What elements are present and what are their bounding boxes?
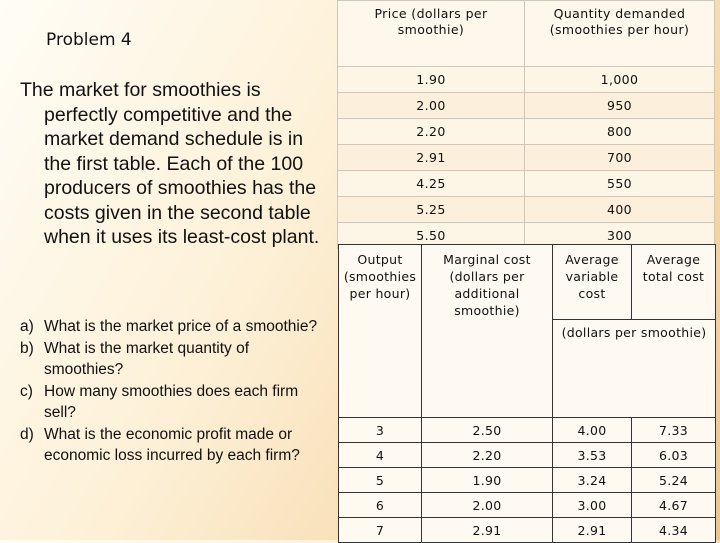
avc-cell: 3.53: [553, 443, 632, 468]
price-cell: 2.91: [338, 145, 525, 171]
table-row: [338, 67, 715, 93]
price-cell: 2.00: [338, 93, 525, 119]
question-label: d): [20, 425, 34, 443]
table-row: [339, 468, 716, 493]
table-row: [338, 93, 715, 119]
quantity-cell: 400: [525, 197, 715, 223]
intro-first-line: The market for smoothies is: [20, 79, 261, 101]
atc-cell: 4.34: [632, 518, 716, 543]
mc-cell: 2.91: [422, 518, 553, 543]
demand-table: [337, 0, 715, 249]
atc-cell: 4.67: [632, 493, 716, 518]
table-row: [338, 197, 715, 223]
avc-cell: 3.24: [553, 468, 632, 493]
question-label: c): [20, 382, 33, 400]
atc-cell: 5.24: [632, 468, 716, 493]
cost-header-atc: Average total cost: [632, 245, 716, 320]
atc-cell: 7.33: [632, 418, 716, 443]
price-cell: 2.20: [338, 119, 525, 145]
cost-unit-label: (dollars per smoothie): [553, 320, 716, 418]
question-label: b): [20, 339, 34, 357]
output-cell: 6: [339, 493, 422, 518]
quantity-cell: 700: [525, 145, 715, 171]
question-label: a): [20, 318, 34, 335]
question-item: [20, 381, 320, 424]
intro-paragraph: [20, 78, 325, 250]
table-row: [339, 493, 716, 518]
table-row: [338, 171, 715, 197]
mc-cell: 2.20: [422, 443, 553, 468]
price-cell: 5.25: [338, 197, 525, 223]
table-row: [338, 145, 715, 171]
question-list: [20, 316, 320, 467]
cost-header-avc: Average variable cost: [553, 245, 632, 320]
output-cell: 4: [339, 443, 422, 468]
quantity-cell: 1,000: [525, 67, 715, 93]
page-title: Problem 4: [46, 30, 132, 50]
question-text: What is the market quantity of smoothies?: [44, 339, 250, 378]
avc-cell: 2.91: [553, 518, 632, 543]
mc-cell: 1.90: [422, 468, 553, 493]
avc-cell: 3.00: [553, 493, 632, 518]
cost-table: [338, 244, 716, 543]
output-cell: 5: [339, 468, 422, 493]
cost-header-output: Output (smoothies per hour): [339, 245, 422, 418]
atc-cell: 6.03: [632, 443, 716, 468]
output-cell: 7: [339, 518, 422, 543]
mc-cell: 2.50: [422, 418, 553, 443]
avc-cell: 4.00: [553, 418, 632, 443]
question-text: What is the economic profit made or economic loss incurred by each firm?: [44, 425, 300, 464]
question-item: [20, 338, 320, 381]
mc-cell: 2.00: [422, 493, 553, 518]
demand-header-quantity: Quantity demanded (smoothies per hour): [525, 1, 715, 67]
question-item: [20, 316, 320, 338]
quantity-cell: 550: [525, 171, 715, 197]
question-text: How many smoothies does each firm sell?: [44, 382, 299, 421]
question-item: [20, 424, 320, 467]
table-row: [339, 443, 716, 468]
table-row: [339, 418, 716, 443]
question-text: What is the market price of a smoothie?: [44, 318, 318, 335]
price-cell: 1.90: [338, 67, 525, 93]
demand-header-price: Price (dollars per smoothie): [338, 1, 525, 67]
intro-body: perfectly competitive and the market demand schedule is in the first table. Each of the 100 producers of smoothies has the costs given in the second table when it uses its least-cost plant.: [44, 103, 320, 248]
quantity-cell: 300: [525, 223, 715, 249]
quantity-cell: 950: [525, 93, 715, 119]
output-cell: 3: [339, 418, 422, 443]
quantity-cell: 800: [525, 119, 715, 145]
table-row: [339, 518, 716, 543]
price-cell: 4.25: [338, 171, 525, 197]
cost-header-marginal: Marginal cost (dollars per additional smoothie): [422, 245, 553, 418]
price-cell: 5.50: [338, 223, 525, 249]
table-row: [338, 119, 715, 145]
